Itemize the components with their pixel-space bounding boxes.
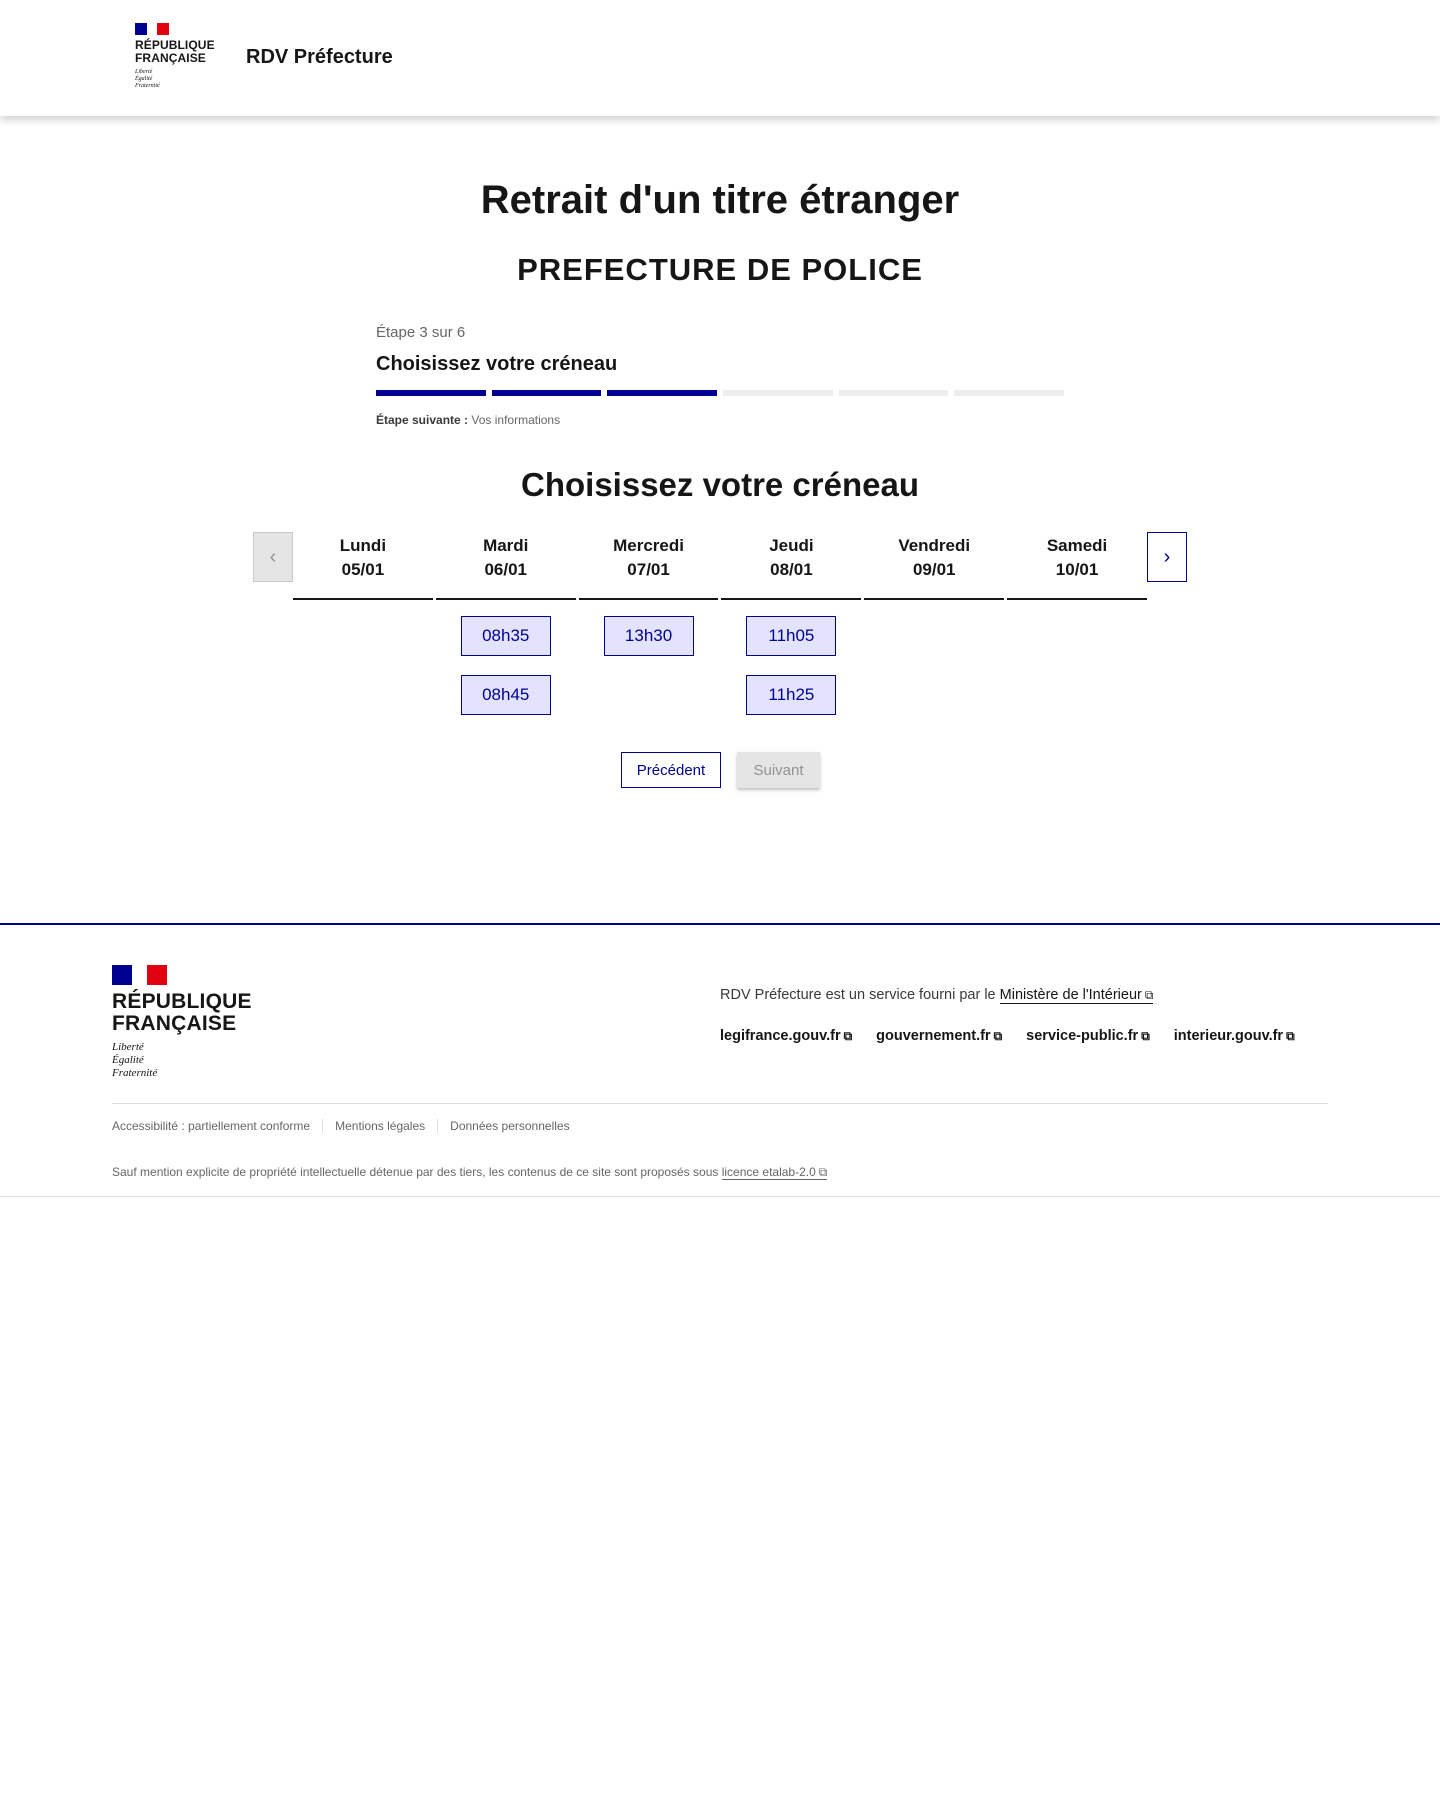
day-column [293, 532, 433, 715]
site-header [0, 0, 1440, 116]
external-link-icon: ⧉ [1144, 988, 1154, 1002]
calendar-title: Choisissez votre créneau [521, 466, 919, 503]
time-slot-button[interactable]: 11h25 [746, 675, 836, 715]
footer-licence: Sauf mention explicite de propriété intellectuelle détenue par des tiers, les contenus de ce site sont proposés sous licence etalab-2.0 ⧉ [112, 1165, 828, 1179]
stepper [376, 324, 1064, 427]
step-bar-3 [607, 390, 717, 396]
step-next-info [376, 413, 1064, 427]
day-column [579, 532, 719, 715]
footer-bottom-link[interactable]: Accessibilité : partiellement conforme [112, 1119, 311, 1133]
marianne-flag-icon [112, 965, 167, 985]
page-title: Retrait d'un titre étranger [480, 178, 960, 222]
step-next-label: Étape suivante : [376, 413, 469, 427]
step-bar-2 [492, 390, 602, 396]
day-name: Jeudi [769, 536, 814, 555]
day-header [864, 532, 1004, 600]
day-header [579, 532, 719, 600]
step-count: Étape 3 sur 6 [376, 324, 466, 341]
day-column [864, 532, 1004, 715]
day-date: 05/01 [341, 560, 385, 579]
day-column [436, 532, 576, 715]
republique-francaise-logo[interactable] [135, 23, 215, 90]
footer-bottom-links [112, 1119, 582, 1133]
footer-logo-text: RÉPUBLIQUE FRANÇAISE [112, 990, 252, 1035]
day-date: 08/01 [770, 560, 813, 579]
day-column [1007, 532, 1147, 715]
chevron-right-icon: › [1163, 545, 1171, 568]
step-bar-6 [954, 390, 1064, 396]
external-link-icon: ⧉ [843, 1029, 853, 1043]
day-header [1007, 532, 1147, 600]
day-name: Mardi [483, 536, 529, 555]
external-link-icon: ⧉ [818, 1165, 828, 1179]
day-header [436, 532, 576, 600]
footer-logo-motto: Liberté Égalité Fraternité [112, 1041, 158, 1079]
step-bar-5 [839, 390, 949, 396]
step-bar-1 [376, 390, 486, 396]
time-slot-button[interactable]: 08h35 [461, 616, 551, 656]
external-link-icon: ⧉ [1286, 1029, 1295, 1043]
footer-logo[interactable] [112, 965, 252, 1080]
day-date: 07/01 [627, 560, 670, 579]
day-name: Lundi [339, 536, 387, 555]
service-name[interactable]: RDV Préfecture [246, 46, 393, 68]
footer-gov-link[interactable]: gouvernement.fr ⧉ [876, 1028, 1003, 1044]
previous-button[interactable]: Précédent [621, 752, 721, 788]
day-slots [579, 616, 719, 656]
marianne-flag-icon [135, 23, 169, 35]
ministere-link[interactable]: Ministère de l'Intérieur ⧉ [999, 987, 1154, 1003]
previous-week-button[interactable] [253, 532, 293, 582]
time-slot-button[interactable]: 13h30 [604, 616, 694, 656]
step-bar-4 [723, 390, 833, 396]
next-week-button[interactable] [1147, 532, 1187, 582]
footer-links [720, 1028, 1295, 1044]
external-link-icon: ⧉ [1141, 1029, 1150, 1043]
logo-motto: Liberté Égalité Fraternité [135, 69, 160, 89]
day-name: Mercredi [613, 536, 684, 555]
day-slots [721, 616, 861, 715]
footer-bottom-link[interactable]: Données personnelles [437, 1119, 581, 1133]
footer-description: RDV Préfecture est un service fourni par le Ministère de l'Intérieur ⧉ [720, 987, 1154, 1003]
site-footer [0, 923, 1440, 1197]
step-next-value: Vos informations [471, 413, 561, 427]
page-subtitle: PREFECTURE DE POLICE [517, 252, 923, 287]
footer-divider [112, 1103, 1328, 1104]
day-header [721, 532, 861, 600]
day-date: 06/01 [484, 560, 528, 579]
step-progress-bar [376, 390, 1064, 396]
next-button[interactable]: Suivant [737, 752, 820, 788]
time-slot-button[interactable]: 11h05 [746, 616, 836, 656]
step-title: Choisissez votre créneau [376, 353, 618, 375]
chevron-left-icon: ‹ [269, 545, 277, 568]
day-column [721, 532, 861, 715]
day-slots [436, 616, 576, 715]
footer-gov-link[interactable]: service-public.fr ⧉ [1026, 1028, 1150, 1044]
day-header [293, 532, 433, 600]
footer-gov-link[interactable]: interieur.gouv.fr ⧉ [1173, 1028, 1295, 1044]
external-link-icon: ⧉ [993, 1029, 1003, 1043]
time-slot-button[interactable]: 08h45 [461, 675, 551, 715]
day-name: Samedi [1046, 536, 1108, 555]
licence-link[interactable]: licence etalab-2.0 ⧉ [721, 1165, 828, 1179]
footer-gov-link[interactable]: legifrance.gouv.fr ⧉ [720, 1028, 853, 1044]
logo-text: RÉPUBLIQUE FRANÇAISE [135, 38, 215, 65]
day-date: 10/01 [1055, 560, 1099, 579]
footer-bottom-link[interactable]: Mentions légales [322, 1119, 437, 1133]
calendar-days [293, 532, 1147, 715]
day-name: Vendredi [898, 536, 971, 555]
day-date: 09/01 [912, 560, 956, 579]
